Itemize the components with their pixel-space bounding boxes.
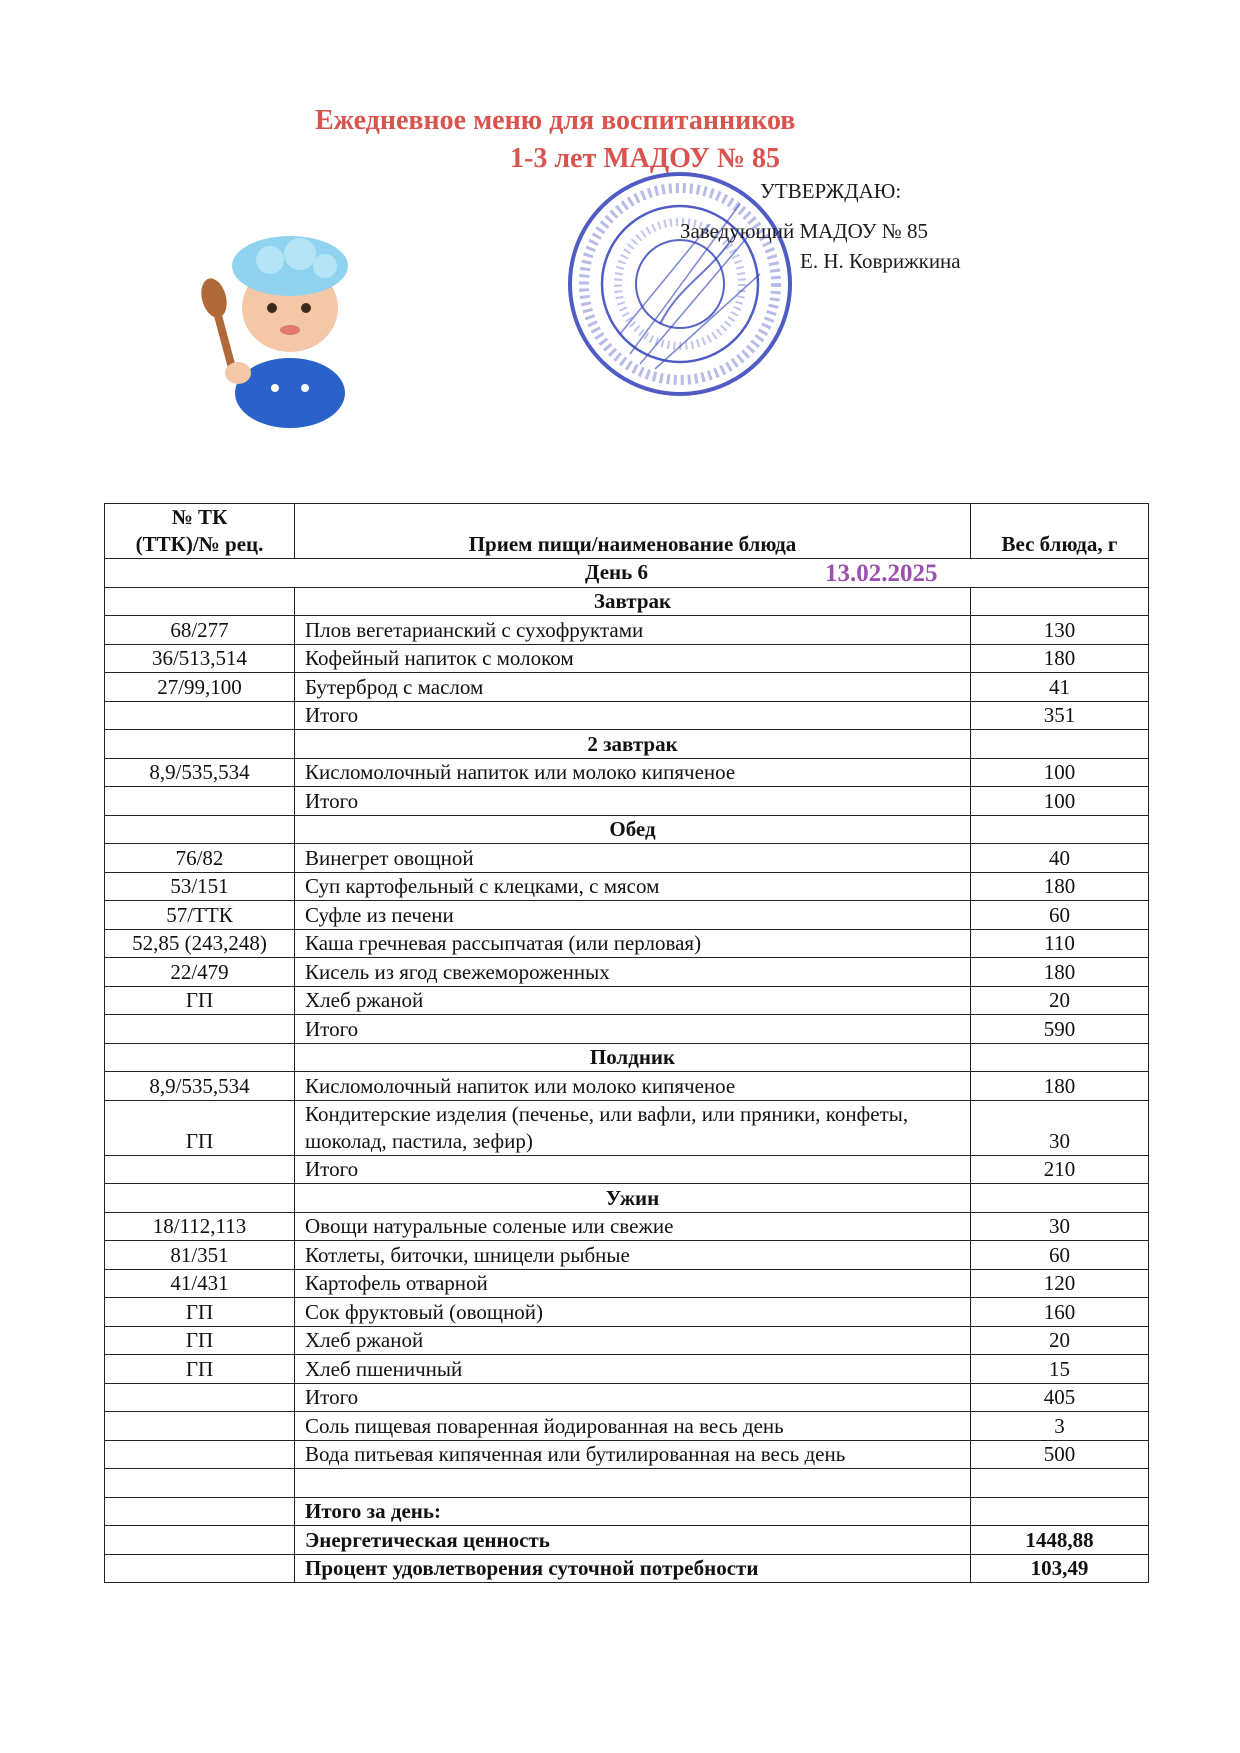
dish-code: ГП (105, 1355, 295, 1384)
table-row (105, 986, 1149, 1015)
table-header-row (105, 504, 1149, 559)
dish-code: 52,85 (243,248) (105, 929, 295, 958)
table-row (105, 1383, 1149, 1412)
section-empty-cell (971, 730, 1149, 759)
summary-value (971, 1469, 1149, 1498)
dish-name: Бутерброд с маслом (295, 673, 971, 702)
summary-label (295, 1469, 971, 1498)
day-cell (105, 559, 1149, 588)
day-date: 13.02.2025 (825, 559, 938, 587)
dish-name: Кофейный напиток с молоком (295, 644, 971, 673)
table-row (105, 901, 1149, 930)
table-row (105, 1241, 1149, 1270)
table-row (105, 1100, 1149, 1155)
summary-row (105, 1469, 1149, 1498)
dish-weight: 20 (971, 986, 1149, 1015)
section-row (105, 815, 1149, 844)
summary-value: 103,49 (971, 1554, 1149, 1583)
dish-name: Итого (295, 1155, 971, 1184)
dish-name: Овощи натуральные соленые или свежие (295, 1212, 971, 1241)
dish-weight: 120 (971, 1269, 1149, 1298)
dish-weight: 3 (971, 1412, 1149, 1441)
approval-block (680, 176, 961, 276)
dish-code (105, 1015, 295, 1044)
dish-weight: 351 (971, 701, 1149, 730)
table-row (105, 701, 1149, 730)
dish-name: Сок фруктовый (овощной) (295, 1298, 971, 1327)
table-row (105, 958, 1149, 987)
summary-label: Процент удовлетворения суточной потребности (295, 1554, 971, 1583)
approver-name: Е. Н. Коврижкина (800, 249, 961, 273)
section-title: Завтрак (295, 587, 971, 616)
dish-code (105, 1155, 295, 1184)
day-label: День 6 (585, 559, 648, 584)
summary-empty-cell (105, 1526, 295, 1555)
table-row (105, 872, 1149, 901)
table-row (105, 1326, 1149, 1355)
table-row (105, 929, 1149, 958)
dish-weight: 30 (971, 1100, 1149, 1155)
section-row (105, 587, 1149, 616)
table-row (105, 1298, 1149, 1327)
dish-name: Суфле из печени (295, 901, 971, 930)
dish-weight: 180 (971, 1072, 1149, 1101)
dish-code: 18/112,113 (105, 1212, 295, 1241)
dish-code: 27/99,100 (105, 673, 295, 702)
dish-weight: 60 (971, 1241, 1149, 1270)
dish-weight: 15 (971, 1355, 1149, 1384)
dish-name: Каша гречневая рассыпчатая (или перловая) (295, 929, 971, 958)
dish-name: Вода питьевая кипяченная или бутилированная на весь день (295, 1440, 971, 1469)
summary-empty-cell (105, 1469, 295, 1498)
summary-value: 1448,88 (971, 1526, 1149, 1555)
table-row (105, 1072, 1149, 1101)
dish-name: Итого (295, 1015, 971, 1044)
dish-weight: 100 (971, 787, 1149, 816)
dish-name: Хлеб пшеничный (295, 1355, 971, 1384)
dish-weight: 30 (971, 1212, 1149, 1241)
section-title: Обед (295, 815, 971, 844)
dish-name: Плов вегетарианский с сухофруктами (295, 616, 971, 645)
dish-code: 57/ТТК (105, 901, 295, 930)
dish-name: Итого (295, 1383, 971, 1412)
title-line-2: 1-3 лет МАДОУ № 85 (510, 143, 781, 174)
dish-code: 76/82 (105, 844, 295, 873)
approver-position: Заведующий МАДОУ № 85 (680, 219, 929, 243)
dish-code: 81/351 (105, 1241, 295, 1270)
dish-name: Кисломолочный напиток или молоко кипяченое (295, 758, 971, 787)
dish-code: 53/151 (105, 872, 295, 901)
section-empty-cell (105, 1184, 295, 1213)
section-row (105, 730, 1149, 759)
table-row (105, 1015, 1149, 1044)
summary-row (105, 1497, 1149, 1526)
dish-weight: 590 (971, 1015, 1149, 1044)
dish-code: 8,9/535,534 (105, 1072, 295, 1101)
column-header-code (105, 504, 295, 559)
table-row (105, 1412, 1149, 1441)
table-row (105, 787, 1149, 816)
dish-weight: 210 (971, 1155, 1149, 1184)
section-empty-cell (971, 815, 1149, 844)
table-row (105, 844, 1149, 873)
dish-code: ГП (105, 1326, 295, 1355)
section-empty-cell (105, 730, 295, 759)
menu-table (104, 503, 1149, 1583)
dish-code (105, 1412, 295, 1441)
dish-weight: 130 (971, 616, 1149, 645)
dish-name: Хлеб ржаной (295, 1326, 971, 1355)
column-header-code-line1: № ТК (171, 505, 228, 529)
section-title: Ужин (295, 1184, 971, 1213)
dish-weight: 405 (971, 1383, 1149, 1412)
summary-row (105, 1554, 1149, 1583)
table-row (105, 673, 1149, 702)
column-header-weight: Вес блюда, г (971, 504, 1149, 559)
section-empty-cell (105, 587, 295, 616)
column-header-dish: Прием пищи/наименование блюда (295, 504, 971, 559)
dish-weight: 180 (971, 644, 1149, 673)
dish-code: ГП (105, 986, 295, 1015)
table-row (105, 644, 1149, 673)
section-empty-cell (971, 587, 1149, 616)
dish-name: Соль пищевая поваренная йодированная на весь день (295, 1412, 971, 1441)
dish-code (105, 1440, 295, 1469)
dish-name: Винегрет овощной (295, 844, 971, 873)
section-row (105, 1043, 1149, 1072)
section-row (105, 1184, 1149, 1213)
dish-weight: 40 (971, 844, 1149, 873)
dish-weight: 160 (971, 1298, 1149, 1327)
summary-label: Итого за день: (295, 1497, 971, 1526)
table-row (105, 758, 1149, 787)
table-row (105, 1355, 1149, 1384)
chef-child-illustration (200, 188, 360, 428)
dish-code: ГП (105, 1100, 295, 1155)
dish-name: Картофель отварной (295, 1269, 971, 1298)
dish-weight: 500 (971, 1440, 1149, 1469)
dish-code: ГП (105, 1298, 295, 1327)
dish-name: Итого (295, 701, 971, 730)
approve-label: УТВЕРЖДАЮ: (760, 179, 902, 203)
dish-name: Хлеб ржаной (295, 986, 971, 1015)
dish-name: Итого (295, 787, 971, 816)
summary-empty-cell (105, 1554, 295, 1583)
dish-code (105, 787, 295, 816)
title-line-1: Ежедневное меню для воспитанников (315, 105, 796, 136)
section-title: 2 завтрак (295, 730, 971, 759)
dish-weight: 180 (971, 872, 1149, 901)
dish-name: Суп картофельный с клецками, с мясом (295, 872, 971, 901)
section-empty-cell (105, 1043, 295, 1072)
dish-name: Кондитерские изделия (печенье, или вафли, или пряники, конфеты, шоколад, пастила, зефир) (295, 1100, 971, 1155)
dish-code (105, 701, 295, 730)
table-row (105, 1269, 1149, 1298)
dish-code: 68/277 (105, 616, 295, 645)
dish-code: 36/513,514 (105, 644, 295, 673)
section-empty-cell (105, 815, 295, 844)
dish-code: 41/431 (105, 1269, 295, 1298)
dish-code (105, 1383, 295, 1412)
dish-weight: 41 (971, 673, 1149, 702)
dish-name: Кисломолочный напиток или молоко кипяченое (295, 1072, 971, 1101)
dish-weight: 20 (971, 1326, 1149, 1355)
table-row (105, 616, 1149, 645)
summary-empty-cell (105, 1497, 295, 1526)
dish-weight: 60 (971, 901, 1149, 930)
dish-name: Кисель из ягод свежемороженных (295, 958, 971, 987)
dish-weight: 180 (971, 958, 1149, 987)
menu-table-body (105, 504, 1149, 1583)
document-header (105, 88, 1020, 423)
day-row (105, 559, 1149, 588)
dish-code: 22/479 (105, 958, 295, 987)
summary-row (105, 1526, 1149, 1555)
table-row (105, 1440, 1149, 1469)
summary-value (971, 1497, 1149, 1526)
dish-code: 8,9/535,534 (105, 758, 295, 787)
dish-name: Котлеты, биточки, шницели рыбные (295, 1241, 971, 1270)
section-title: Полдник (295, 1043, 971, 1072)
dish-weight: 110 (971, 929, 1149, 958)
summary-label: Энергетическая ценность (295, 1526, 971, 1555)
section-empty-cell (971, 1184, 1149, 1213)
dish-weight: 100 (971, 758, 1149, 787)
table-row (105, 1212, 1149, 1241)
column-header-code-line2: (ТТК)/№ рец. (135, 532, 264, 556)
section-empty-cell (971, 1043, 1149, 1072)
table-row (105, 1155, 1149, 1184)
